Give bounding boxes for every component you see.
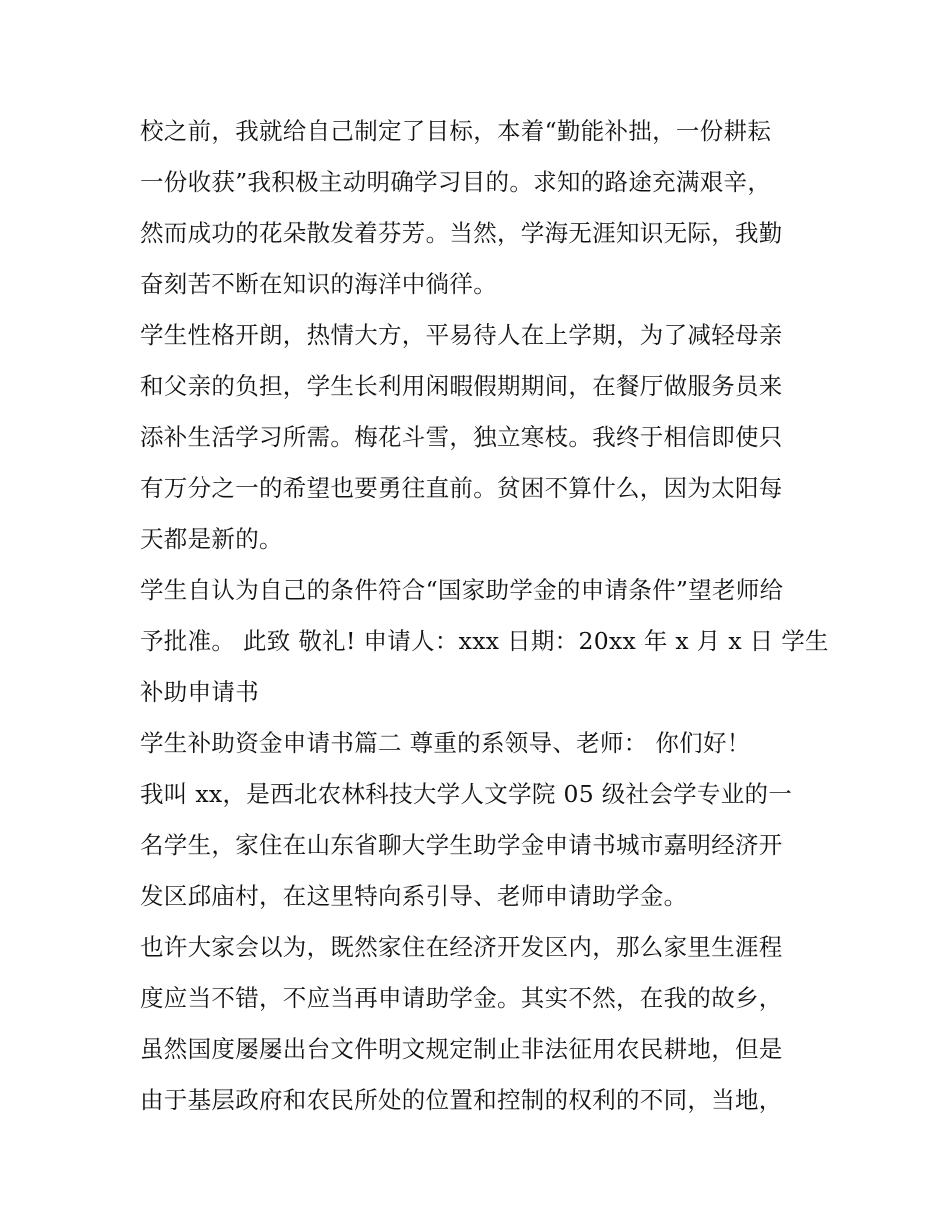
- text-line: 发区邱庙村，在这里特向系引导、老师申请助学金。: [140, 882, 688, 910]
- text-line: 和父亲的负担，学生长利用闲暇假期期间，在餐厅做服务员来: [140, 372, 783, 400]
- text-line: 学生自认为自己的条件符合“国家助学金的申请条件”望老师给: [140, 576, 784, 604]
- text-line: 添补生活学习所需。梅花斗雪，独立寒枝。我终于相信即使只: [140, 423, 783, 451]
- text-line: 名学生，家住在山东省聊大学生助学金申请书城市嘉明经济开: [140, 831, 783, 859]
- text-line: 天都是新的。: [140, 525, 283, 553]
- text-line: 补助申请书: [140, 678, 259, 706]
- text-line: 学生性格开朗，热情大方，平易待人在上学期，为了减轻母亲: [140, 321, 783, 349]
- text-line: 一份收获”我积极主动明确学习目的。求知的路途充满艰辛，: [140, 168, 772, 196]
- text-line: 也许大家会以为，既然家住在经济开发区内，那么家里生涯程: [140, 933, 783, 961]
- text-line: 虽然国度屡屡出台文件明文规定制止非法征用农民耕地，但是: [140, 1035, 783, 1063]
- text-line: 度应当不错，不应当再申请助学金。其实不然，在我的故乡，: [140, 984, 783, 1012]
- document-body: [140, 106, 829, 1126]
- text-line: 予批准。 此致 敬礼! 申请人：xxx 日期：20xx 年 x 月 x 日 学生: [140, 627, 829, 655]
- text-line: 学生补助资金申请书篇二 尊重的系领导、老师： 你们好！: [140, 729, 751, 757]
- text-line: 我叫 xx，是西北农林科技大学人文学院 05 级社会学专业的一: [140, 780, 793, 808]
- text-line: 奋刻苦不断在知识的海洋中徜徉。: [140, 270, 497, 298]
- text-line: 校之前，我就给自己制定了目标，本着“勤能补拙，一份耕耘: [140, 117, 772, 145]
- text-line: 然而成功的花朵散发着芬芳。当然，学海无涯知识无际，我勤: [140, 219, 783, 247]
- text-line: 有万分之一的希望也要勇往直前。贫困不算什么，因为太阳每: [140, 474, 783, 502]
- text-line: 由于基层政府和农民所处的位置和控制的权利的不同，当地，: [140, 1086, 783, 1114]
